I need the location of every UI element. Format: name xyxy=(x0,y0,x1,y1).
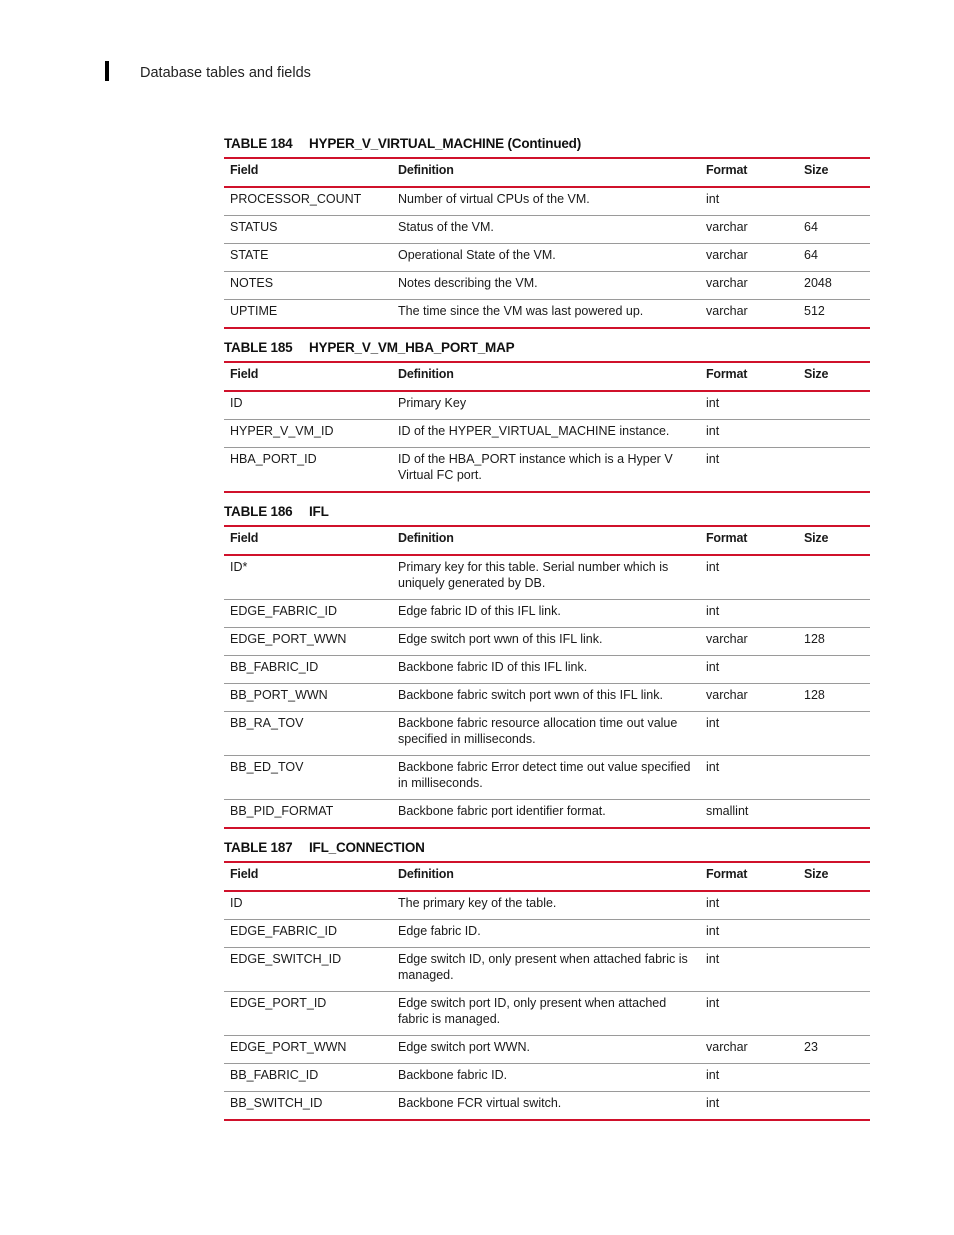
header-row xyxy=(224,158,870,187)
size-cell: 23 xyxy=(798,1036,870,1064)
header-row xyxy=(224,362,870,391)
definition-cell: Backbone fabric ID. xyxy=(392,1064,700,1092)
definition-cell: Primary Key xyxy=(392,391,700,420)
field-cell: STATUS xyxy=(224,216,392,244)
format-cell: int xyxy=(700,420,798,448)
table-row xyxy=(224,420,870,448)
column-header: Definition xyxy=(392,526,700,555)
definition-cell: The primary key of the table. xyxy=(392,891,700,920)
field-cell: PROCESSOR_COUNT xyxy=(224,187,392,216)
size-cell xyxy=(798,756,870,800)
data-table xyxy=(224,861,870,1121)
size-cell xyxy=(798,712,870,756)
column-header: Definition xyxy=(392,862,700,891)
size-cell: 128 xyxy=(798,628,870,656)
format-cell: int xyxy=(700,555,798,600)
field-cell: BB_RA_TOV xyxy=(224,712,392,756)
table-row xyxy=(224,756,870,800)
table-row xyxy=(224,448,870,493)
field-cell: BB_FABRIC_ID xyxy=(224,1064,392,1092)
table-number: TABLE 187 xyxy=(224,840,293,855)
header-row xyxy=(224,526,870,555)
size-cell xyxy=(798,187,870,216)
table-caption xyxy=(224,135,870,157)
table-row xyxy=(224,1092,870,1121)
definition-cell: The time since the VM was last powered up. xyxy=(392,300,700,329)
format-cell: int xyxy=(700,600,798,628)
table-row xyxy=(224,712,870,756)
definition-cell: Edge switch ID, only present when attached fabric is managed. xyxy=(392,948,700,992)
table-row xyxy=(224,600,870,628)
definition-cell: Edge fabric ID of this IFL link. xyxy=(392,600,700,628)
field-cell: HYPER_V_VM_ID xyxy=(224,420,392,448)
format-cell: int xyxy=(700,448,798,493)
field-cell: EDGE_PORT_WWN xyxy=(224,628,392,656)
size-cell xyxy=(798,391,870,420)
size-cell xyxy=(798,555,870,600)
format-cell: varchar xyxy=(700,300,798,329)
field-cell: HBA_PORT_ID xyxy=(224,448,392,493)
header-row xyxy=(224,862,870,891)
definition-cell: Backbone fabric resource allocation time out value specified in milliseconds. xyxy=(392,712,700,756)
field-cell: EDGE_PORT_ID xyxy=(224,992,392,1036)
size-cell xyxy=(798,600,870,628)
definition-cell: Primary key for this table. Serial number which is uniquely generated by DB. xyxy=(392,555,700,600)
table-block xyxy=(224,839,870,1121)
format-cell: int xyxy=(700,756,798,800)
table-block xyxy=(224,339,870,493)
column-header: Field xyxy=(224,158,392,187)
column-header: Size xyxy=(798,362,870,391)
format-cell: int xyxy=(700,891,798,920)
size-cell xyxy=(798,656,870,684)
field-cell: EDGE_FABRIC_ID xyxy=(224,920,392,948)
size-cell xyxy=(798,1092,870,1121)
field-cell: UPTIME xyxy=(224,300,392,329)
table-name: IFL xyxy=(309,504,329,519)
table-row xyxy=(224,1064,870,1092)
column-header: Size xyxy=(798,158,870,187)
document-body xyxy=(224,135,870,1131)
table-row xyxy=(224,272,870,300)
table-row xyxy=(224,628,870,656)
format-cell: int xyxy=(700,391,798,420)
table-caption xyxy=(224,503,870,525)
column-header: Field xyxy=(224,362,392,391)
column-header: Definition xyxy=(392,362,700,391)
definition-cell: Backbone fabric Error detect time out value specified in milliseconds. xyxy=(392,756,700,800)
column-header: Format xyxy=(700,862,798,891)
field-cell: BB_FABRIC_ID xyxy=(224,656,392,684)
table-name: HYPER_V_VM_HBA_PORT_MAP xyxy=(309,340,515,355)
format-cell: int xyxy=(700,992,798,1036)
column-header: Format xyxy=(700,158,798,187)
table-row xyxy=(224,244,870,272)
size-cell xyxy=(798,920,870,948)
definition-cell: Edge switch port ID, only present when attached fabric is managed. xyxy=(392,992,700,1036)
table-row xyxy=(224,684,870,712)
definition-cell: ID of the HYPER_VIRTUAL_MACHINE instance. xyxy=(392,420,700,448)
table-row xyxy=(224,800,870,829)
margin-change-bar xyxy=(105,61,109,81)
size-cell xyxy=(798,420,870,448)
table-name: HYPER_V_VIRTUAL_MACHINE (Continued) xyxy=(309,136,582,151)
column-header: Format xyxy=(700,362,798,391)
field-cell: ID xyxy=(224,391,392,420)
format-cell: varchar xyxy=(700,272,798,300)
field-cell: BB_ED_TOV xyxy=(224,756,392,800)
table-row xyxy=(224,391,870,420)
format-cell: varchar xyxy=(700,216,798,244)
size-cell xyxy=(798,891,870,920)
table-row xyxy=(224,300,870,329)
size-cell: 2048 xyxy=(798,272,870,300)
definition-cell: Backbone fabric port identifier format. xyxy=(392,800,700,829)
field-cell: ID* xyxy=(224,555,392,600)
definition-cell: ID of the HBA_PORT instance which is a Hyper V Virtual FC port. xyxy=(392,448,700,493)
format-cell: int xyxy=(700,1092,798,1121)
table-caption xyxy=(224,339,870,361)
column-header: Definition xyxy=(392,158,700,187)
format-cell: varchar xyxy=(700,628,798,656)
size-cell xyxy=(798,992,870,1036)
definition-cell: Backbone fabric switch port wwn of this IFL link. xyxy=(392,684,700,712)
definition-cell: Operational State of the VM. xyxy=(392,244,700,272)
table-caption xyxy=(224,839,870,861)
table-row xyxy=(224,891,870,920)
table-row xyxy=(224,992,870,1036)
field-cell: EDGE_PORT_WWN xyxy=(224,1036,392,1064)
table-row xyxy=(224,187,870,216)
field-cell: STATE xyxy=(224,244,392,272)
definition-cell: Notes describing the VM. xyxy=(392,272,700,300)
table-block xyxy=(224,503,870,829)
size-cell: 128 xyxy=(798,684,870,712)
table-row xyxy=(224,656,870,684)
data-table xyxy=(224,525,870,829)
table-row xyxy=(224,920,870,948)
format-cell: int xyxy=(700,712,798,756)
field-cell: BB_PID_FORMAT xyxy=(224,800,392,829)
field-cell: EDGE_SWITCH_ID xyxy=(224,948,392,992)
format-cell: smallint xyxy=(700,800,798,829)
definition-cell: Edge switch port wwn of this IFL link. xyxy=(392,628,700,656)
column-header: Size xyxy=(798,526,870,555)
format-cell: varchar xyxy=(700,684,798,712)
size-cell: 512 xyxy=(798,300,870,329)
format-cell: int xyxy=(700,187,798,216)
size-cell: 64 xyxy=(798,244,870,272)
running-header: Database tables and fields xyxy=(140,65,311,81)
table-row xyxy=(224,216,870,244)
size-cell: 64 xyxy=(798,216,870,244)
field-cell: ID xyxy=(224,891,392,920)
field-cell: EDGE_FABRIC_ID xyxy=(224,600,392,628)
table-number: TABLE 184 xyxy=(224,136,293,151)
definition-cell: Backbone FCR virtual switch. xyxy=(392,1092,700,1121)
field-cell: BB_SWITCH_ID xyxy=(224,1092,392,1121)
definition-cell: Edge switch port WWN. xyxy=(392,1036,700,1064)
table-row xyxy=(224,1036,870,1064)
size-cell xyxy=(798,948,870,992)
column-header: Field xyxy=(224,862,392,891)
definition-cell: Number of virtual CPUs of the VM. xyxy=(392,187,700,216)
definition-cell: Backbone fabric ID of this IFL link. xyxy=(392,656,700,684)
table-number: TABLE 186 xyxy=(224,504,293,519)
table-name: IFL_CONNECTION xyxy=(309,840,425,855)
table-block xyxy=(224,135,870,329)
field-cell: NOTES xyxy=(224,272,392,300)
format-cell: int xyxy=(700,948,798,992)
format-cell: int xyxy=(700,656,798,684)
definition-cell: Status of the VM. xyxy=(392,216,700,244)
table-row xyxy=(224,948,870,992)
size-cell xyxy=(798,448,870,493)
column-header: Field xyxy=(224,526,392,555)
table-number: TABLE 185 xyxy=(224,340,293,355)
size-cell xyxy=(798,800,870,829)
definition-cell: Edge fabric ID. xyxy=(392,920,700,948)
size-cell xyxy=(798,1064,870,1092)
table-row xyxy=(224,555,870,600)
column-header: Format xyxy=(700,526,798,555)
format-cell: int xyxy=(700,920,798,948)
field-cell: BB_PORT_WWN xyxy=(224,684,392,712)
format-cell: int xyxy=(700,1064,798,1092)
column-header: Size xyxy=(798,862,870,891)
format-cell: varchar xyxy=(700,1036,798,1064)
format-cell: varchar xyxy=(700,244,798,272)
data-table xyxy=(224,361,870,493)
data-table xyxy=(224,157,870,329)
